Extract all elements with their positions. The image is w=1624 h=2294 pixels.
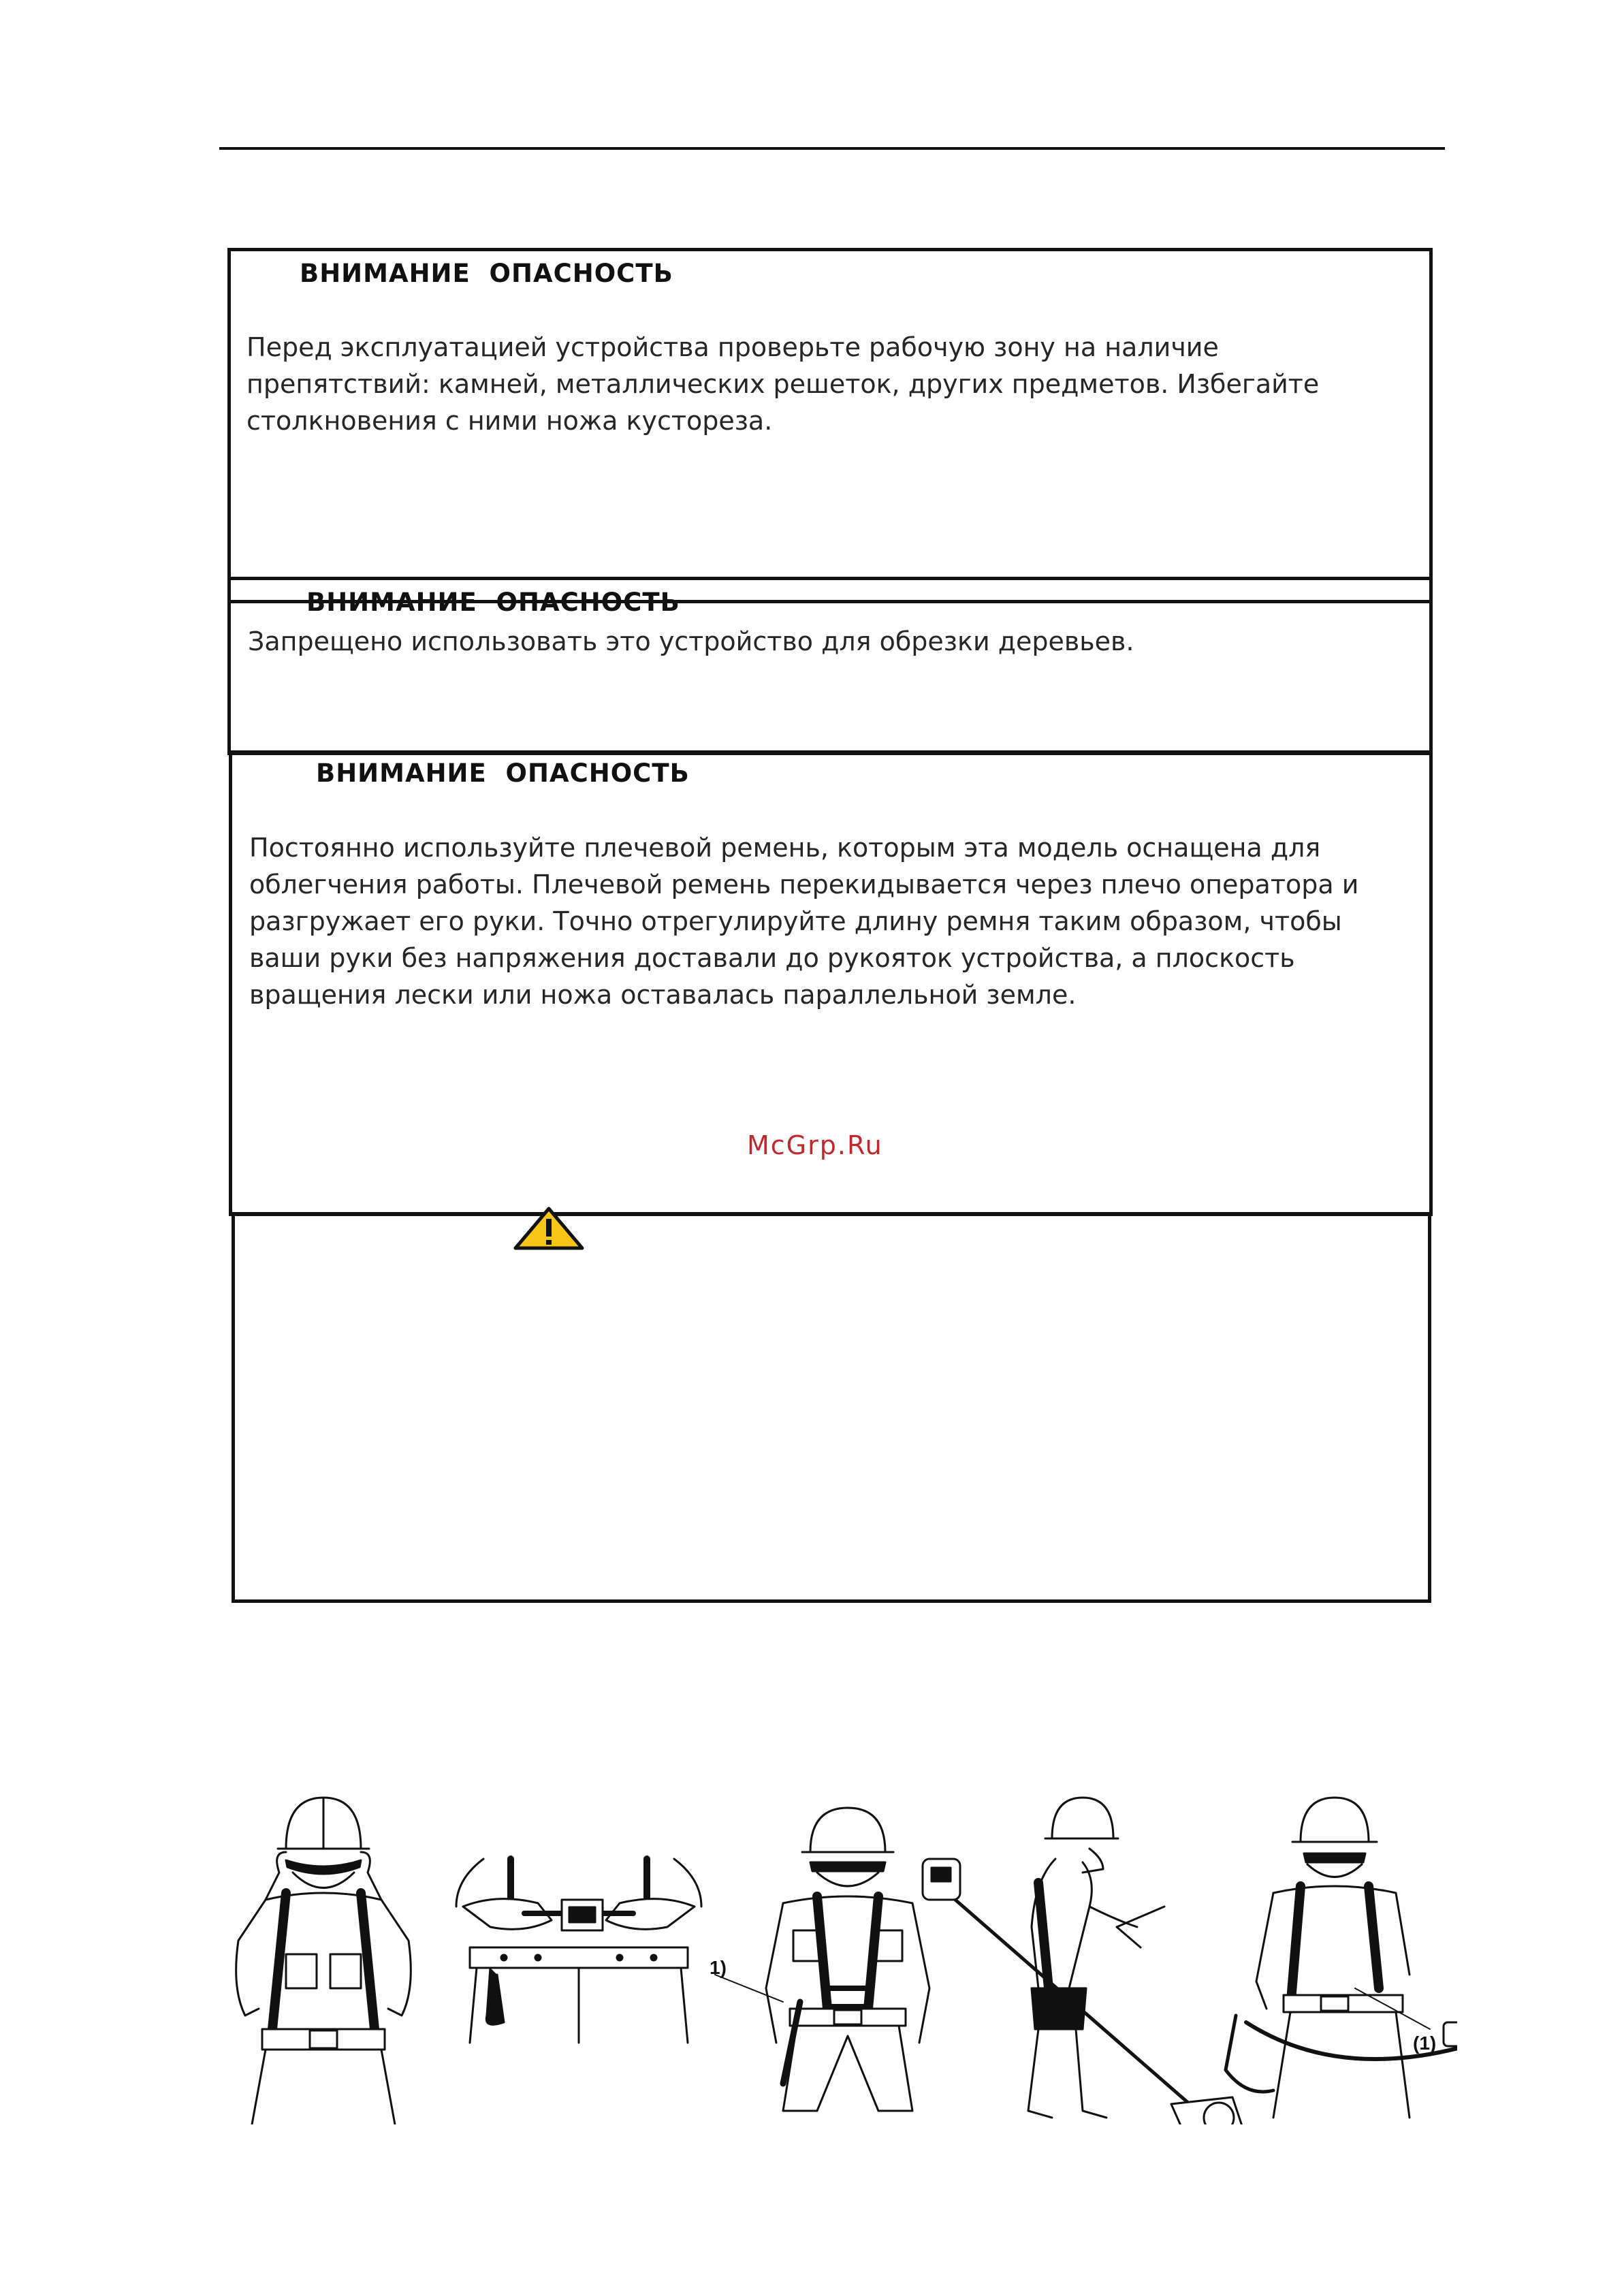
warning-title-3: ВНИМАНИЕ ОПАСНОСТЬ: [316, 759, 690, 788]
text-line: Запрещено использовать это устройство для обрезки деревьев.: [248, 626, 1134, 656]
watermark: McGrp.Ru: [747, 1130, 883, 1160]
text-line: препятствий: камней, металлических решеток, других предметов. Избегайте: [246, 369, 1320, 399]
figure-3-harness-on: [710, 1808, 929, 2111]
text-line: Постоянно используйте плечевой ремень, которым эта модель оснащена для: [249, 833, 1321, 863]
empty-warning-box: [232, 1212, 1431, 1603]
warning-text-2: [248, 623, 1419, 660]
figure-1-putting-on-harness: [236, 1798, 411, 2124]
text-line: вращения лески или ножа оставалась параллельной земле.: [249, 980, 1077, 1010]
warning-title-2: ВНИМАНИЕ ОПАСНОСТЬ: [306, 588, 680, 617]
figure-4-operating-trimmer: [923, 1798, 1243, 2124]
text-line: разгружает его руки. Точно отрегулируйте длину ремня таким образом, чтобы: [249, 906, 1342, 936]
text-line: облегчения работы. Плечевой ремень перекидывается через плечо оператора и: [249, 870, 1359, 899]
warning-triangle-icon: [513, 1207, 584, 1250]
harness-illustrations: [184, 1784, 1457, 2124]
warning-title-1: ВНИМАНИЕ ОПАСНОСТЬ: [300, 259, 673, 288]
warning-text-3: [249, 829, 1420, 1013]
callout-label: 1): [710, 1957, 727, 1978]
figure-2-buckling-belt: [456, 1859, 701, 2043]
text-line: ваши руки без напряжения доставали до рукояток устройства, а плоскость: [249, 943, 1295, 973]
callout-label: (1): [1413, 2033, 1437, 2054]
text-line: столкновения с ними ножа кустореза.: [246, 406, 773, 436]
text-line: Перед эксплуатацией устройства проверьте рабочую зону на наличие: [246, 332, 1219, 362]
figure-5-hook-engaged: [1226, 1798, 1457, 2118]
header-rule: [219, 147, 1445, 150]
warning-text-1: [246, 329, 1418, 439]
